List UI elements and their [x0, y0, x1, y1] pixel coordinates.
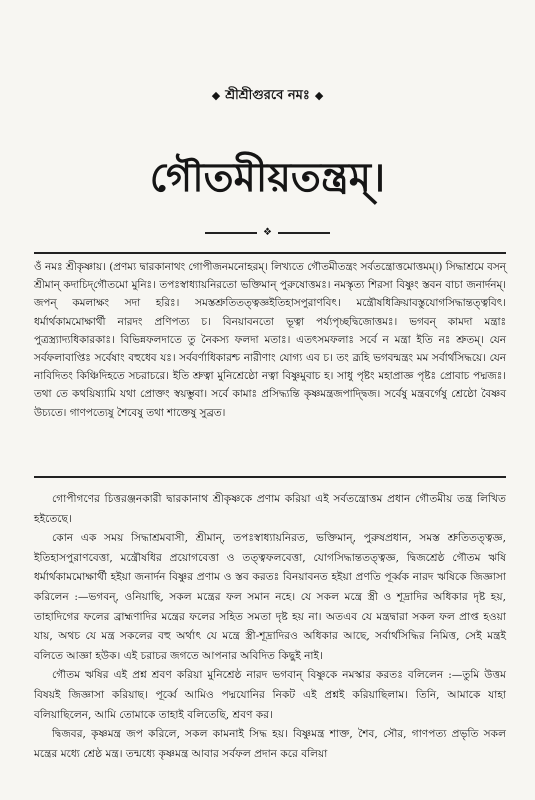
- invocation-header: [0, 86, 535, 107]
- invocation-text: শ্রীশ্রীগুরবে নমঃ: [225, 88, 310, 103]
- translation-paragraph: গৌতম ঋষির এই প্রশ্ন শ্রবণ করিয়া মুনিশ্রেষ্ঠ নারদ ভগবান্ বিষ্ণুকে নমস্কার করতঃ বলিলেন :—তুমি উত্তম বিষয়ই জিজ্ঞাসা করিয়াছ। পূর্ব্বে আমিও পদ্মযোনির নিকট এই প্রশ্নই করিয়াছিলাম। তিনি, আমাকে যাহা বলিয়াছিলেন, আমি তোমাকে তাহাই বলিতেছি, শ্রবণ কর।: [34, 669, 506, 721]
- middle-divider: [34, 476, 506, 478]
- sanskrit-verses: ওঁ নমঃ শ্রীকৃষ্ণায়। (প্রণম্য দ্বারকানাথং গোপীজনমনোহরম্। লিখ্যতে গৌতমীতন্ত্রং সর্বতন্ত্রোত্তমোত্তমম্।) সিদ্ধাশ্রমে বসন্ শ্রীমান্ কদাচিদ্‌গৌতমো মুনিঃ। তপঃস্বাধ্যায়নিরতো ভক্তিমান্ পুরুষোত্তমঃ। নমস্কৃত্য শিরসা বিষ্ণুং স্তবন বাচা জনার্দনম্। জপন্ কমলাক্ষং সদা হরিঃ। সমস্তশ্রুতিতত্ত্বজ্ঞইতিহাসপুরাণবিৎ। মন্ত্রৌষধিক্রিয়াবস্তুযোগসিদ্ধান্তত্ত্ববিৎ। ধর্মার্থকামমোক্ষার্থী নারদং প্রণিপত্য চ। বিনয়াবনতো ভূত্বা পর্য্যপৃচ্ছদ্বিজোত্তমঃ। ভগবন্ কামদা মন্ত্রাঃ পুত্রস্ত্র্যাদ্যধিকারকাঃ। বিভিন্নফলদাতে তু নৈকস্য ফলদা মতাঃ। এতৎসমফলাঃ সর্বে ন মন্ত্রা ইতি নঃ শ্রুতম্। যেন সর্বফলাবাপ্তিঃ সর্বেষাং বহুধেব যঃ। সর্ববর্ণাধিকারশ্চ নারীণাং যোগ্য এব চ। তং ব্রূহি ভগবন্মন্ত্রং মম সর্বার্থসিদ্ধয়ে। যেন নাবিদিতং কিঞ্চিদিহতে সচরাচরে। ইতি শ্রুত্বা মুনিশ্রেষ্ঠো নত্বা বিষ্ণুমুবাচ হ। সাধু পৃষ্টং মহাপ্রাজ্ঞ পৃষ্টঃ প্রোবাচ পদ্মজঃ। তথা তে কথয়িষ্যামি যথা প্রোক্তং স্বয়ম্ভুবা। সর্বে কামাঃ প্রসিদ্ধ্যন্তি কৃষ্ণমন্ত্রজপাদ্দ্বিজ। সর্বেষু মন্ত্রবর্গেষু শ্রেষ্ঠো বৈষ্ণব উচ্যতে। গাণপত্যেষু শৈবেষু তথা শাক্তেষু সুব্রত।: [34, 261, 506, 419]
- ornament-left-line: [205, 232, 257, 234]
- bengali-translation: [34, 490, 506, 764]
- translation-paragraph: কোন এক সময় সিদ্ধাশ্রমবাসী, শ্রীমান্, তপঃস্বাধ্যায়নিরত, ভক্তিমান্, পুরুষপ্রধান, সমস্ত শ্রুতিতত্ত্বজ্ঞ, ইতিহাসপুরাণবেত্তা, মন্ত্রৌষধির প্রয়োগবেত্তা ও তত্ত্বফলবেত্তা, যোগসিদ্ধান্ততত্ত্বজ্ঞ, দ্বিজশ্রেষ্ঠ গৌতম ঋষি ধর্মার্থকামমোক্ষার্থী হইয়া জনার্দন বিষ্ণুর প্রণাম ও স্তব করতঃ বিনয়াবনত হইয়া প্রণতি পূর্ব্বক নারদ ঋষিকে জিজ্ঞাসা করিলেন :—ভগবন্, ওনিয়াছি, সকল মন্ত্রের ফল সমান নহে। যে সকল মন্ত্রে স্ত্রী ও শূদ্রাদির অধিকার দৃষ্ট হয়, তাহাদিগের ফলের ব্রাহ্মণাদির মন্ত্রের ফলের সহিত সমতা দৃষ্ট হয় না। অতএব যে মন্ত্রদ্বারা সকল ফল প্রাপ্ত হওয়া যায়, অথচ যে মন্ত্র সকলের বহু অর্থাৎ যে মন্ত্রে স্ত্রী-শূদ্রাদিরও অধিকার আছে, সর্বার্থসিদ্ধির নিমিত্ত, সেই মন্ত্রই বলিতে আজ্ঞা হউক। এই চরাচর জগতে আপনার অবিদিত কিছুই নাই।: [34, 532, 506, 662]
- left-ornament-icon: ◆: [211, 89, 221, 102]
- top-divider: [34, 252, 506, 254]
- ornament-right-line: [278, 232, 330, 234]
- ornament-center-icon: ❖: [263, 227, 272, 238]
- title-ornament: [205, 226, 330, 240]
- translation-paragraph: দ্বিজবর, কৃষ্ণমন্ত্র জপ করিলে, সকল কামনাই সিদ্ধ হয়। বিষ্ণুমন্ত্র শাক্ত, শৈব, সৌর, গাণপত্য প্রভৃতি সকল মন্ত্রের মধ্যে শ্রেষ্ঠ মন্ত্র। তন্মধ্যে কৃষ্ণমন্ত্র আবার সর্বফল প্রদান করে বলিয়া: [34, 728, 506, 760]
- right-ornament-icon: ◆: [314, 89, 324, 102]
- translation-paragraph: গোপীগণের চিত্তরঞ্জনকারী দ্বারকানাথ শ্রীকৃষ্ণকে প্রণাম করিয়া এই সর্বতন্ত্রোত্তম প্রধান গৌতমীয় তন্ত্র লিখিত হইতেছে।: [34, 493, 506, 525]
- page-title: গৌতমীয়তন্ত্রম্।: [149, 154, 386, 201]
